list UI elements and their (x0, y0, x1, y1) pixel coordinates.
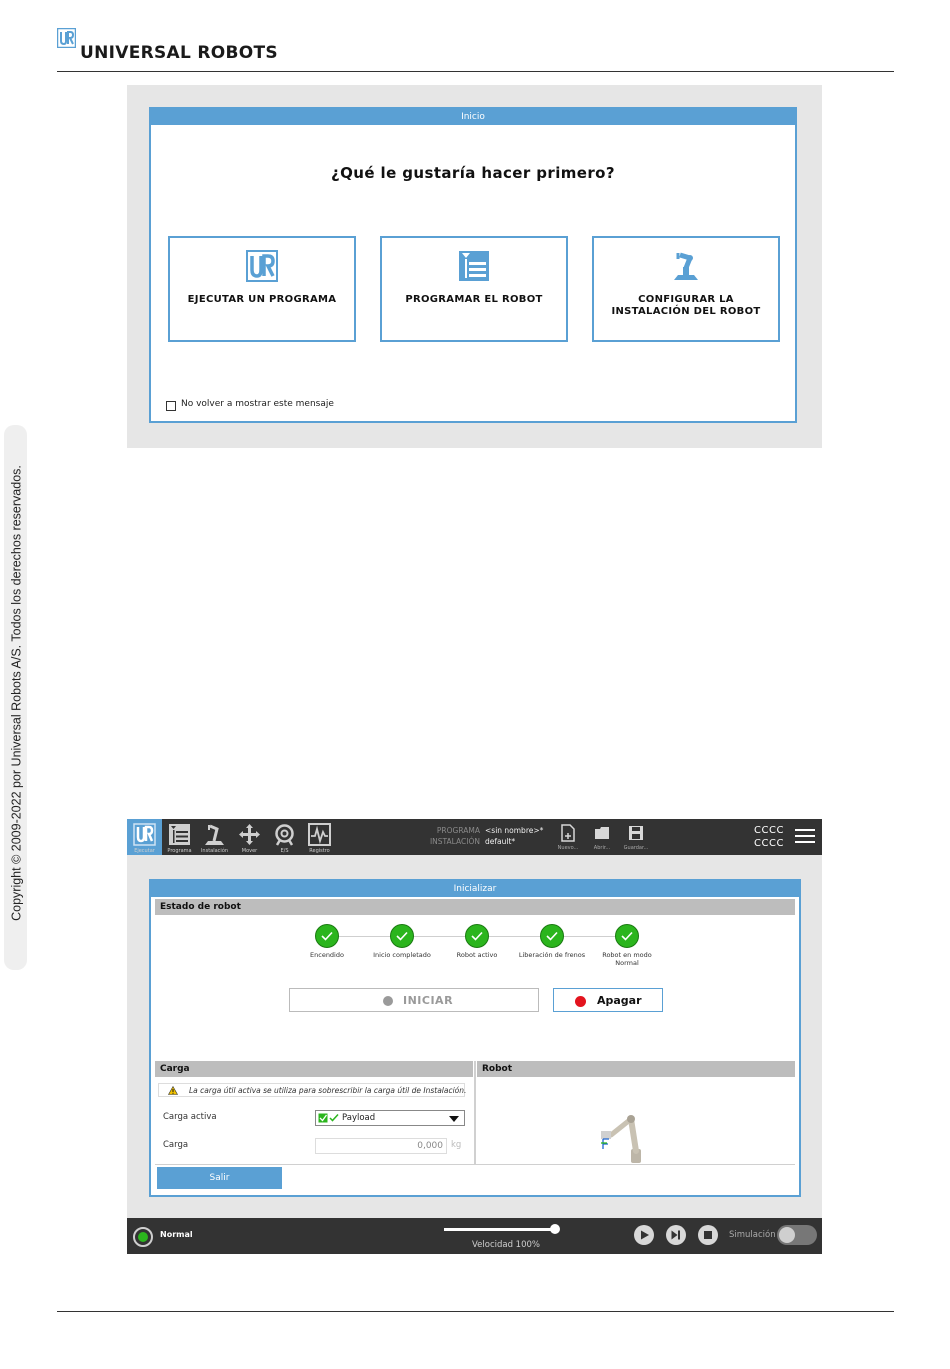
status-dot-icon (138, 1232, 148, 1242)
robot-arm-icon (670, 250, 702, 282)
step-button[interactable] (666, 1225, 686, 1245)
welcome-dialog (149, 107, 797, 423)
speed-slider-knob[interactable] (550, 1224, 560, 1234)
program-robot-button[interactable] (380, 236, 568, 342)
brand-name: UNIVERSAL ROBOTS (80, 43, 278, 63)
exit-button[interactable]: Salir (157, 1167, 282, 1189)
step-label: Liberación de frenos (518, 951, 586, 959)
program-icon (458, 250, 490, 282)
step-normal-mode (592, 924, 662, 967)
bottom-bar (127, 1218, 822, 1254)
nav-run[interactable] (127, 819, 162, 855)
step-brake-release (517, 924, 587, 959)
robot-header: Robot (477, 1061, 795, 1077)
dont-show-checkbox[interactable] (166, 401, 176, 411)
warning-icon (168, 1086, 178, 1095)
welcome-screenshot (127, 85, 822, 448)
top-bar (127, 819, 822, 855)
check-icon (465, 924, 489, 948)
run-icon (133, 823, 156, 846)
payload-note-text: La carga útil activa se utiliza para sobrescribir la carga útil de Instalación. (189, 1086, 467, 1095)
step-label: Robot activo (456, 951, 498, 959)
io-icon (273, 823, 296, 846)
start-dot-icon (383, 996, 393, 1006)
panel-divider (474, 1061, 476, 1164)
configure-installation-button[interactable] (592, 236, 780, 342)
open-file-label: Abrir... (593, 845, 611, 851)
run-program-button[interactable] (168, 236, 356, 342)
step-robot-active (442, 924, 512, 959)
robot-model-icon (595, 1109, 645, 1165)
check-icon (540, 924, 564, 948)
power-off-label: Apagar (597, 994, 642, 1007)
mass-unit: kg (451, 1140, 462, 1150)
power-off-button[interactable] (553, 988, 663, 1012)
nav-move-label: Mover (241, 848, 258, 854)
speed-slider[interactable] (444, 1228, 556, 1231)
mass-label: Carga (163, 1140, 189, 1150)
installation-icon (203, 823, 226, 846)
simulation-toggle-knob (779, 1227, 795, 1243)
nav-io[interactable] (267, 819, 302, 855)
cccc-top: CCCC (754, 825, 784, 836)
speed-slider-fill (444, 1228, 556, 1231)
header-divider (57, 71, 894, 72)
nav-run-label: Ejecutar (134, 848, 155, 854)
ur-logo-icon (57, 28, 76, 48)
status-label: Normal (160, 1230, 193, 1239)
speed-label: Velocidad 100% (472, 1240, 540, 1250)
stop-dot-icon (575, 996, 586, 1007)
nav-installation[interactable] (197, 819, 232, 855)
active-load-label: Carga activa (163, 1112, 217, 1122)
new-file-icon[interactable] (560, 824, 576, 842)
nav-io-label: E/S (280, 848, 289, 854)
program-robot-label: PROGRAMAR EL ROBOT (405, 294, 543, 305)
initialize-dialog (149, 879, 801, 1197)
configure-installation-label: CONFIGURAR LA INSTALACIÓN DEL ROBOT (611, 294, 761, 317)
chevron-down-icon (449, 1116, 459, 1122)
program-name: <sin nombre>* (485, 826, 544, 835)
nav-move[interactable] (232, 819, 267, 855)
payload-check-icon (318, 1113, 340, 1123)
nav-program[interactable] (162, 819, 197, 855)
robot-state-header: Estado de robot (155, 899, 795, 915)
new-file-label: Nuevo... (557, 845, 579, 851)
nav-log[interactable] (302, 819, 337, 855)
dont-show-label: No volver a mostrar este mensaje (181, 399, 334, 409)
nav-log-label: Registro (309, 848, 330, 854)
save-file-label: Guardar... (623, 845, 649, 851)
mass-field[interactable] (315, 1138, 447, 1154)
check-icon (390, 924, 414, 948)
run-program-label: EJECUTAR UN PROGRAMA (187, 294, 337, 305)
check-icon (615, 924, 639, 948)
step-powered-on (292, 924, 362, 959)
footer-divider (155, 1164, 795, 1165)
move-icon (238, 823, 261, 846)
step-label: Inicio completado (373, 951, 431, 959)
nav-program-label: Programa (167, 848, 192, 854)
log-icon (308, 823, 331, 846)
nav-installation-label: Instalación (200, 848, 229, 854)
mass-value: 0,000 (417, 1141, 443, 1151)
start-button[interactable] (289, 988, 539, 1012)
dialog-title: Inicio (151, 109, 795, 125)
program-icon (168, 823, 191, 846)
check-icon (315, 924, 339, 948)
active-payload-value: Payload (342, 1113, 376, 1123)
step-label: Encendido (310, 951, 344, 959)
active-payload-select[interactable] (315, 1110, 465, 1126)
menu-icon[interactable] (795, 829, 815, 831)
footer-rule (57, 1311, 894, 1312)
program-key: PROGRAMA (436, 826, 480, 835)
initialize-screenshot (127, 819, 822, 1254)
start-label: INICIAR (403, 994, 454, 1007)
simulation-label: Simulación (729, 1230, 776, 1240)
step-label: Robot en modo Normal (602, 951, 652, 967)
simulation-toggle[interactable] (777, 1225, 817, 1245)
stop-button[interactable] (698, 1225, 718, 1245)
welcome-question: ¿Qué le gustaría hacer primero? (331, 164, 615, 182)
cccc-bottom: CCCC (754, 838, 784, 849)
ur-logo-icon (246, 250, 278, 282)
payload-note (158, 1083, 465, 1097)
step-icon (671, 1230, 681, 1240)
load-header: Carga (155, 1061, 473, 1077)
step-boot-complete (367, 924, 437, 959)
open-folder-icon[interactable] (594, 824, 610, 842)
robot-status-button[interactable] (133, 1227, 153, 1247)
installation-key: INSTALACIÓN (429, 837, 480, 846)
installation-name: default* (485, 837, 516, 846)
stop-icon (703, 1230, 713, 1240)
dialog-title: Inicializar (151, 881, 799, 897)
play-icon (640, 1230, 650, 1240)
save-icon[interactable] (628, 824, 644, 842)
play-button[interactable] (634, 1225, 654, 1245)
copyright-text: Copyright © 2009-2022 por Universal Robots A/S. Todos los derechos reservados. (9, 465, 24, 921)
